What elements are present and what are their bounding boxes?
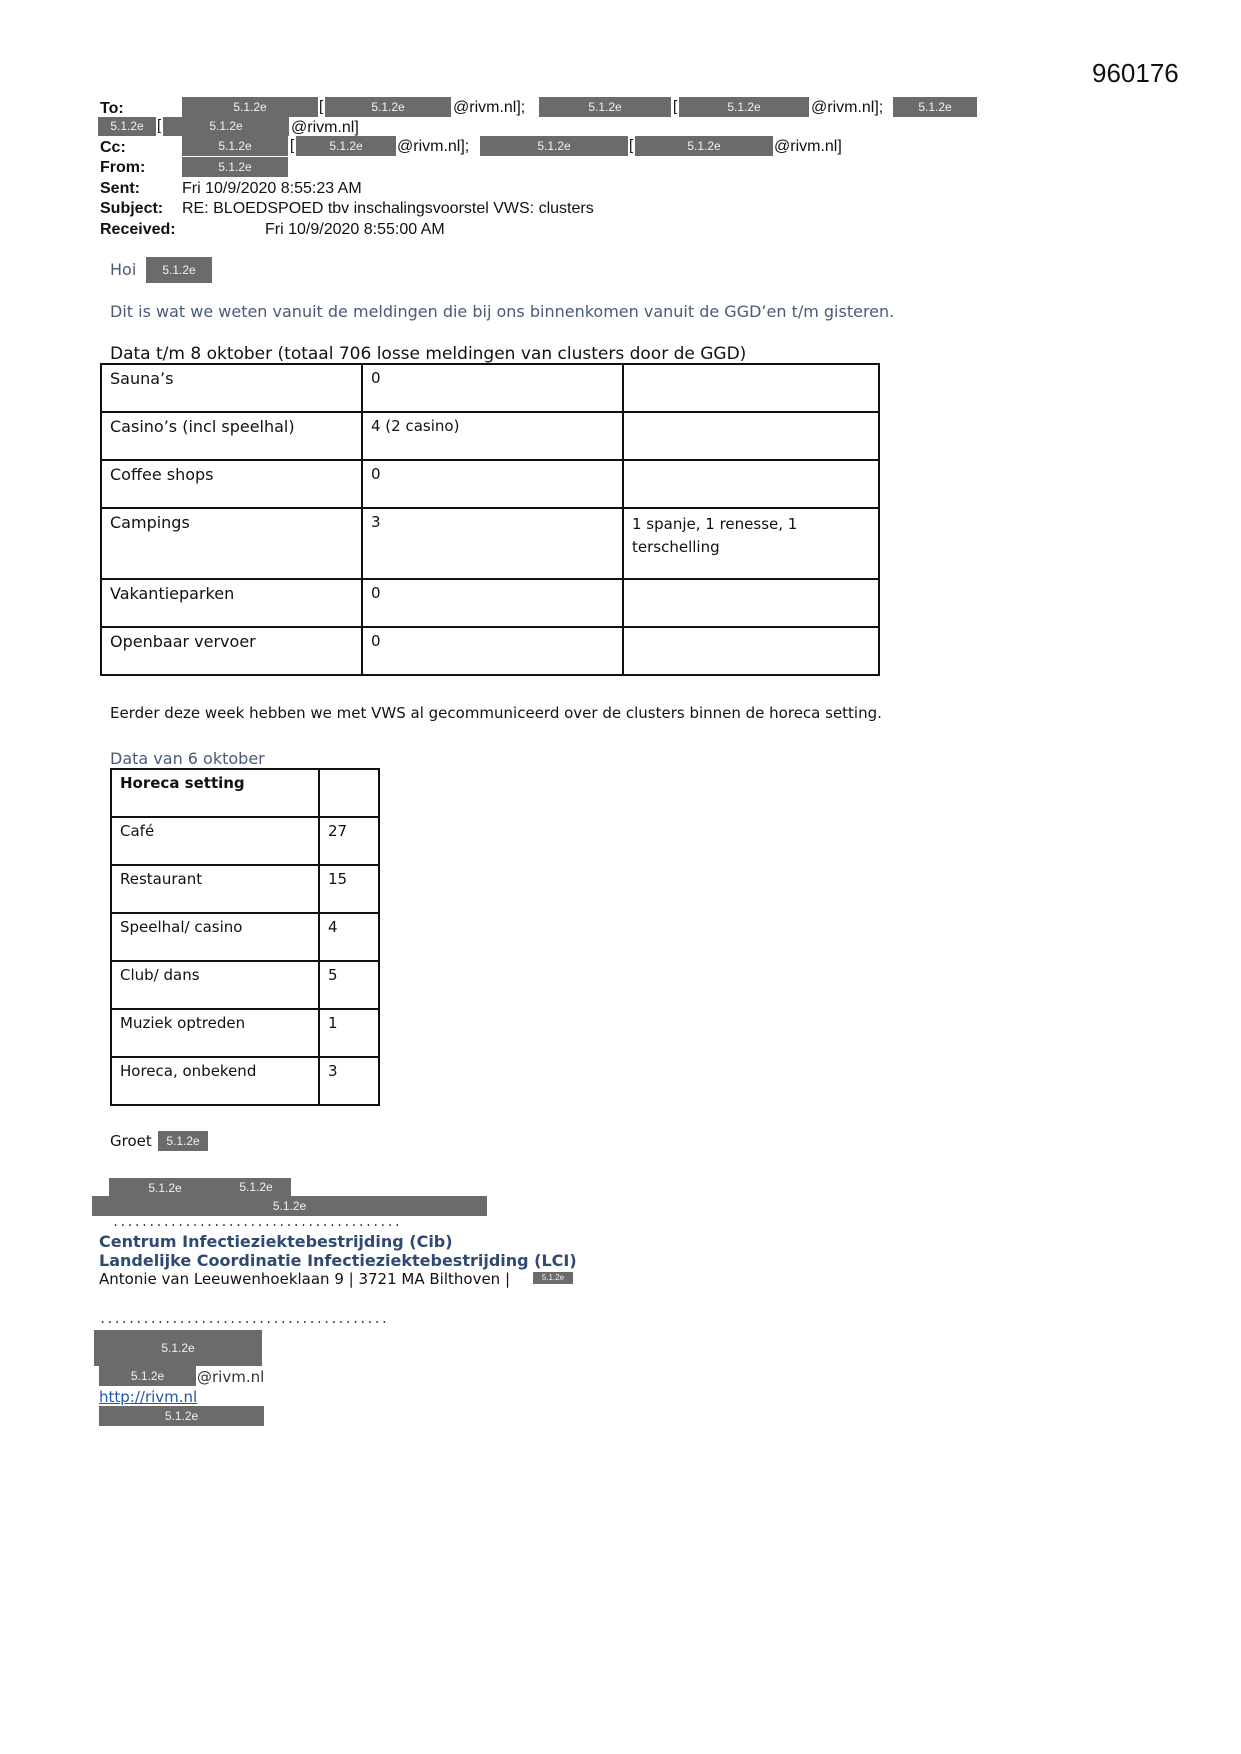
table-header-cell: Horeca setting (111, 769, 319, 817)
table-row (101, 627, 879, 675)
bracket: [ (290, 137, 295, 154)
cell-note (623, 364, 879, 412)
cell-label: Speelhal/ casino (111, 913, 319, 961)
cell-value: 0 (362, 579, 623, 627)
received-value: Fri 10/9/2020 8:55:00 AM (265, 221, 445, 238)
cell-label: Restaurant (111, 865, 319, 913)
from-label: From: (100, 159, 146, 176)
cell-note (623, 627, 879, 675)
website-link[interactable]: http://rivm.nl (99, 1388, 198, 1406)
cell-value: 27 (319, 817, 379, 865)
subject-value: RE: BLOEDSPOED tbv inschalingsvoorstel VWS: clusters (182, 200, 594, 217)
cell-label: Vakantieparken (101, 579, 362, 627)
table-row (101, 508, 879, 579)
cell-value: 0 (362, 460, 623, 508)
closing-text: Groet (110, 1132, 152, 1150)
redaction-box: 5.1.2e (221, 1178, 291, 1196)
org-name-lci: Landelijke Coordinatie Infectieziektebestrijding (LCI) (99, 1251, 577, 1270)
redaction-box: 5.1.2e (182, 97, 318, 117)
cell-label: Muziek optreden (111, 1009, 319, 1057)
cell-note: 1 spanje, 1 renesse, 1 terschelling (623, 508, 879, 579)
cell-value: 0 (362, 627, 623, 675)
cell-value: 15 (319, 865, 379, 913)
redaction-box: 5.1.2e (94, 1330, 262, 1366)
table1-caption: Data t/m 8 oktober (totaal 706 losse meldingen van clusters door de GGD) (110, 344, 747, 364)
cell-label: Sauna’s (101, 364, 362, 412)
subject-label: Subject: (100, 200, 164, 217)
table-row (111, 769, 379, 817)
table-row (101, 579, 879, 627)
cell-label: Horeca, onbekend (111, 1057, 319, 1105)
dotted-separator: ........................................ (112, 1215, 401, 1229)
table-row (101, 460, 879, 508)
redaction-box: 5.1.2e (480, 136, 628, 156)
document-number: 960176 (1092, 58, 1179, 88)
redaction-box: 5.1.2e (146, 257, 212, 283)
cell-label: Openbaar vervoer (101, 627, 362, 675)
cell-value: 4 (2 casino) (362, 412, 623, 460)
cc-label: Cc: (100, 139, 126, 156)
middle-text: Eerder deze week hebben we met VWS al gecommuniceerd over de clusters binnen de horeca setting. (110, 704, 882, 722)
email-suffix: @rivm.nl] (774, 138, 842, 155)
bracket: [ (157, 117, 162, 134)
sent-label: Sent: (100, 180, 140, 197)
to-label: To: (100, 100, 124, 117)
cell-label: Coffee shops (101, 460, 362, 508)
redaction-box: 5.1.2e (92, 1196, 487, 1216)
redaction-box: 5.1.2e (99, 1406, 264, 1426)
redaction-box: 5.1.2e (99, 1366, 196, 1386)
intro-text: Dit is wat we weten vanuit de meldingen die bij ons binnenkomen vanuit de GGD’en t/m gisteren. (110, 302, 895, 321)
redaction-box: 5.1.2e (635, 136, 773, 156)
cell-note (623, 412, 879, 460)
table-header-empty (319, 769, 379, 817)
cell-note (623, 579, 879, 627)
redaction-box: 5.1.2e (109, 1178, 221, 1198)
redaction-box: 5.1.2e (98, 117, 156, 136)
cell-value: 4 (319, 913, 379, 961)
cell-label: Café (111, 817, 319, 865)
redaction-box: 5.1.2e (679, 97, 809, 117)
redaction-box: 5.1.2e (893, 97, 977, 117)
email-suffix: @rivm.nl]; (453, 99, 526, 116)
table-row (111, 1009, 379, 1057)
received-label: Received: (100, 221, 176, 238)
bracket: [ (319, 98, 324, 115)
dotted-separator: ........................................ (99, 1312, 388, 1326)
table-row (111, 913, 379, 961)
clusters-table (100, 363, 880, 676)
cell-note (623, 460, 879, 508)
address: Antonie van Leeuwenhoeklaan 9 | 3721 MA Bilthoven | (99, 1270, 510, 1288)
cell-value: 3 (319, 1057, 379, 1105)
cell-value: 3 (362, 508, 623, 579)
cell-value: 5 (319, 961, 379, 1009)
redaction-box: 5.1.2e (158, 1131, 208, 1151)
table-row (111, 961, 379, 1009)
cell-label: Campings (101, 508, 362, 579)
redaction-box: 5.1.2e (539, 97, 671, 117)
email-suffix: @rivm.nl] (291, 119, 359, 136)
email-suffix: @rivm.nl]; (811, 99, 884, 116)
email-address-suffix: @rivm.nl (197, 1368, 265, 1386)
table2-caption: Data van 6 oktober (110, 749, 265, 768)
table-row (111, 1057, 379, 1105)
redaction-box: 5.1.2e (182, 157, 288, 177)
redaction-box: 5.1.2e (533, 1272, 573, 1284)
horeca-table (110, 768, 380, 1106)
bracket: [ (673, 98, 678, 115)
cell-value: 1 (319, 1009, 379, 1057)
cell-value: 0 (362, 364, 623, 412)
redaction-box: 5.1.2e (325, 97, 451, 117)
sent-value: Fri 10/9/2020 8:55:23 AM (182, 180, 362, 197)
org-name-cib: Centrum Infectieziektebestrijding (Cib) (99, 1232, 453, 1251)
redaction-box: 5.1.2e (182, 136, 288, 156)
table-row (111, 817, 379, 865)
greeting: Hoi (110, 260, 137, 279)
bracket: [ (629, 137, 634, 154)
cell-label: Casino’s (incl speelhal) (101, 412, 362, 460)
table-row (101, 412, 879, 460)
table-row (101, 364, 879, 412)
redaction-box: 5.1.2e (296, 136, 396, 156)
table-row (111, 865, 379, 913)
email-suffix: @rivm.nl]; (397, 138, 470, 155)
cell-label: Club/ dans (111, 961, 319, 1009)
redaction-box: 5.1.2e (163, 117, 289, 136)
